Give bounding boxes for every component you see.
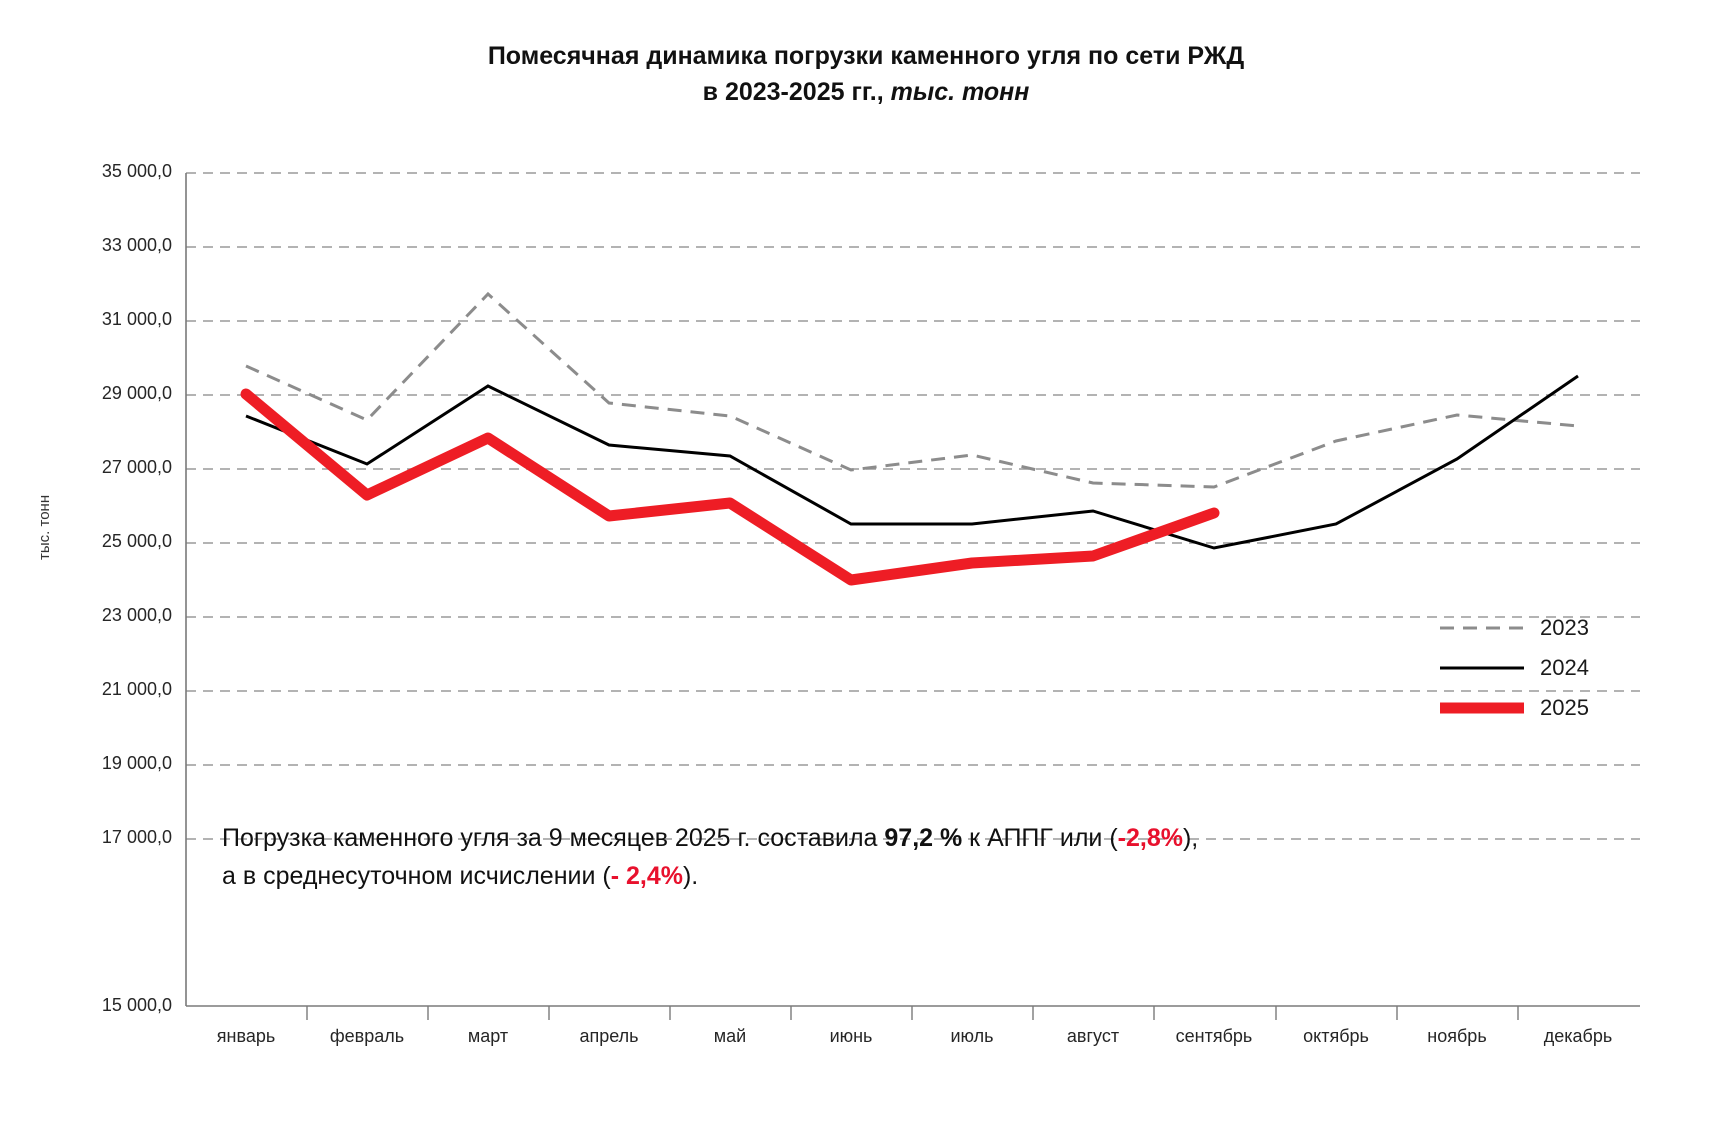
legend-label-2023: 2023 bbox=[1540, 615, 1589, 640]
chart-title-units: тыс. тонн bbox=[890, 78, 1030, 107]
y-tick-label: 15 000,0 bbox=[101, 995, 172, 1015]
y-tick-label: 31 000,0 bbox=[101, 309, 172, 329]
x-tick-label-october: октябрь bbox=[1303, 1026, 1369, 1046]
annotation-text-5: ). bbox=[682, 861, 699, 890]
annotation-red-delta: -2,8% bbox=[1117, 824, 1183, 852]
chart-title-line1: Помесячная динамика погрузки каменного угля по сети РЖД bbox=[487, 42, 1245, 70]
annotation-bold-percent: 97,2 % bbox=[884, 824, 963, 852]
annotation-text-3: ), bbox=[1182, 824, 1199, 852]
y-tick-label: 27 000,0 bbox=[101, 457, 172, 477]
x-tick-label-february: февраль bbox=[329, 1026, 405, 1046]
series-line-2025 bbox=[246, 394, 1214, 580]
legend-item-2025[interactable] bbox=[1440, 688, 1670, 728]
chart-title-line2-prefix: в 2023-2025 гг., bbox=[702, 78, 891, 107]
legend-swatch-2023 bbox=[1440, 619, 1524, 637]
annotation-text-2: к АППГ или ( bbox=[962, 824, 1118, 852]
legend-label-2024: 2024 bbox=[1540, 655, 1589, 680]
legend-swatch-2025 bbox=[1440, 699, 1524, 717]
y-tick-label: 23 000,0 bbox=[101, 605, 172, 625]
annotation-text-1: Погрузка каменного угля за 9 месяцев 2025 г. составила bbox=[222, 824, 885, 852]
y-tick-label: 19 000,0 bbox=[101, 753, 172, 773]
y-tick-label: 33 000,0 bbox=[101, 235, 172, 255]
annotation-line-2 bbox=[222, 858, 1522, 896]
x-tick-label-november: ноябрь bbox=[1427, 1026, 1487, 1046]
x-tick-label-april: апрель bbox=[579, 1026, 639, 1046]
gridlines bbox=[186, 173, 1640, 839]
y-tick-label: 25 000,0 bbox=[101, 531, 172, 551]
legend-swatch-2024 bbox=[1440, 659, 1524, 677]
y-tick-label: 21 000,0 bbox=[101, 679, 172, 699]
x-tick-label-june: июнь bbox=[829, 1026, 873, 1046]
annotation-text-4: а в среднесуточном исчислении ( bbox=[222, 861, 611, 890]
x-axis-ticks bbox=[307, 1006, 1518, 1020]
chart-annotation bbox=[222, 820, 1522, 895]
x-tick-label-december: декабрь bbox=[1543, 1026, 1613, 1046]
annotation-line-1 bbox=[222, 820, 1522, 858]
x-tick-label-september: сентябрь bbox=[1175, 1026, 1253, 1046]
chart-legend bbox=[1440, 608, 1670, 728]
y-axis-title: тыс. тонн bbox=[36, 494, 53, 560]
y-tick-label: 35 000,0 bbox=[101, 161, 172, 181]
x-tick-label-may: май bbox=[713, 1026, 747, 1046]
y-tick-label: 17 000,0 bbox=[101, 827, 172, 847]
x-tick-label-march: март bbox=[467, 1026, 509, 1046]
annotation-red-delta-daily: - 2,4% bbox=[610, 861, 683, 890]
x-tick-label-august: август bbox=[1066, 1026, 1120, 1046]
legend-item-2023[interactable] bbox=[1440, 608, 1670, 648]
x-tick-label-july: июль bbox=[950, 1026, 994, 1046]
x-tick-label-january: январь bbox=[216, 1026, 276, 1046]
y-tick-label: 29 000,0 bbox=[101, 383, 172, 403]
legend-item-2024[interactable] bbox=[1440, 648, 1670, 688]
legend-label-2025: 2025 bbox=[1540, 695, 1589, 720]
